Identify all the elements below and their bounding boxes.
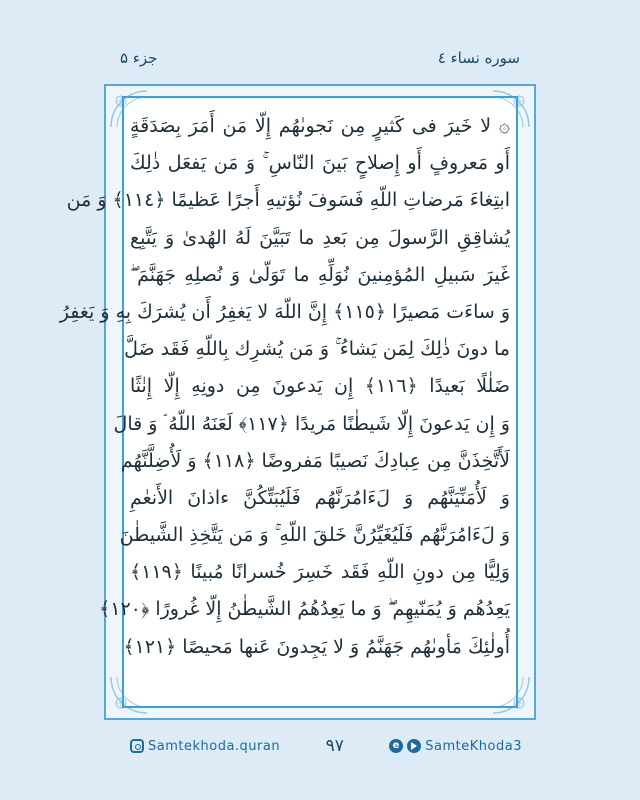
page-footer: [130, 734, 522, 758]
verse-line: أُولٰئِكَ مَأوىٰهُم جَهَنَّمُ وَ لا يَجِدونَ عَنها مَحيصًا ﴿١٢١﴾: [123, 635, 510, 658]
verse-line: لَأَتَّخِذَنَّ مِن عِبادِكَ نَصيبًا مَفروضًا ﴿١١٨﴾ وَ لَأُضِلَّنَّهُم: [120, 449, 510, 472]
verse-line: وَ ساءَت مَصيرًا ﴿١١٥﴾ إِنَّ اللّهَ لا يَغفِرُ أَن يُشرَكَ بِهِ وَ يَغفِرُ: [59, 300, 510, 323]
verse-line: وَ لَأُمَنِّيَنَّهُم وَ لَءَامُرَنَّهُم فَلَيُبَتِّكُنَّ ءاذانَ الأَنعٰمِ: [130, 486, 510, 509]
instagram-link[interactable]: [130, 739, 280, 754]
social-handle: SamteKhoda3: [425, 738, 522, 754]
surah-label: سوره نساء ٤: [437, 49, 520, 67]
verse-line: غَيرَ سَبيلِ المُؤمِنينَ نُوَلِّهِ ما تَوَلّىٰ وَ نُصلِهِ جَهَنَّمَ ۖ: [130, 263, 510, 286]
verse-line: ضَلٰلًا بَعيدًا ﴿١١٦﴾ إِن يَدعونَ مِن دونِهِ إِلّا إِنٰثًا: [130, 375, 510, 398]
juz-label: جزء ۵: [120, 49, 158, 67]
telegram-icon: [407, 739, 421, 753]
page-number: ۹۷: [325, 736, 344, 756]
verse-line: ما دونَ ذٰلِكَ لِمَن يَشاءُ ۚ وَ مَن يُشرِك بِاللّهِ فَقَد ضَلَّ: [124, 338, 510, 361]
verse-text-block: [59, 108, 510, 704]
verse-line: ۞ لا خَيرَ فی كَثيرٍ مِن نَجوىٰهُم إِلّا مَن أَمَرَ بِصَدَقَةٍ: [130, 115, 510, 137]
instagram-icon: [130, 739, 144, 753]
instagram-handle: Samtekhoda.quran: [148, 738, 281, 754]
verse-line: وَلِيًّا مِن دونِ اللّهِ فَقَد خَسِرَ خُسرانًا مُبينًا ﴿١١٩﴾: [130, 561, 510, 584]
social-link[interactable]: [389, 739, 522, 754]
verse-line: ابتِغاءَ مَرضاتِ اللّهِ فَسَوفَ نُؤتيهِ أَجرًا عَظيمًا ﴿١١٤﴾ وَ مَن: [66, 189, 510, 212]
eitaa-icon: e: [389, 739, 403, 753]
verse-line: وَ لَءَامُرَنَّهُم فَلَيُغَيِّرُنَّ خَلقَ اللّهِ ۚ وَ مَن يَتَّخِذِ الشَّيطٰنَ: [119, 524, 510, 547]
verse-line: أَو مَعروفٍ أَو إِصلاحٍ بَينَ النّاسِ ۚ وَ مَن يَفعَل ذٰلِكَ: [130, 152, 510, 175]
verse-line: يَعِدُهُم وَ يُمَنّيهِم ۖ وَ ما يَعِدُهُمُ الشَّيطٰنُ إِلّا غُرورًا ﴿١٢٠﴾: [99, 598, 510, 621]
verse-line: وَ إِن يَدعونَ إِلّا شَيطٰنًا مَريدًا ﴿١١٧﴾ لَعَنَهُ اللّهُ ۘ وَ قالَ: [113, 412, 510, 435]
verse-line: يُشاقِقِ الرَّسولَ مِن بَعدِ ما تَبَيَّنَ لَهُ الهُدىٰ وَ يَتَّبِع: [130, 226, 510, 249]
page-header: [120, 44, 520, 72]
